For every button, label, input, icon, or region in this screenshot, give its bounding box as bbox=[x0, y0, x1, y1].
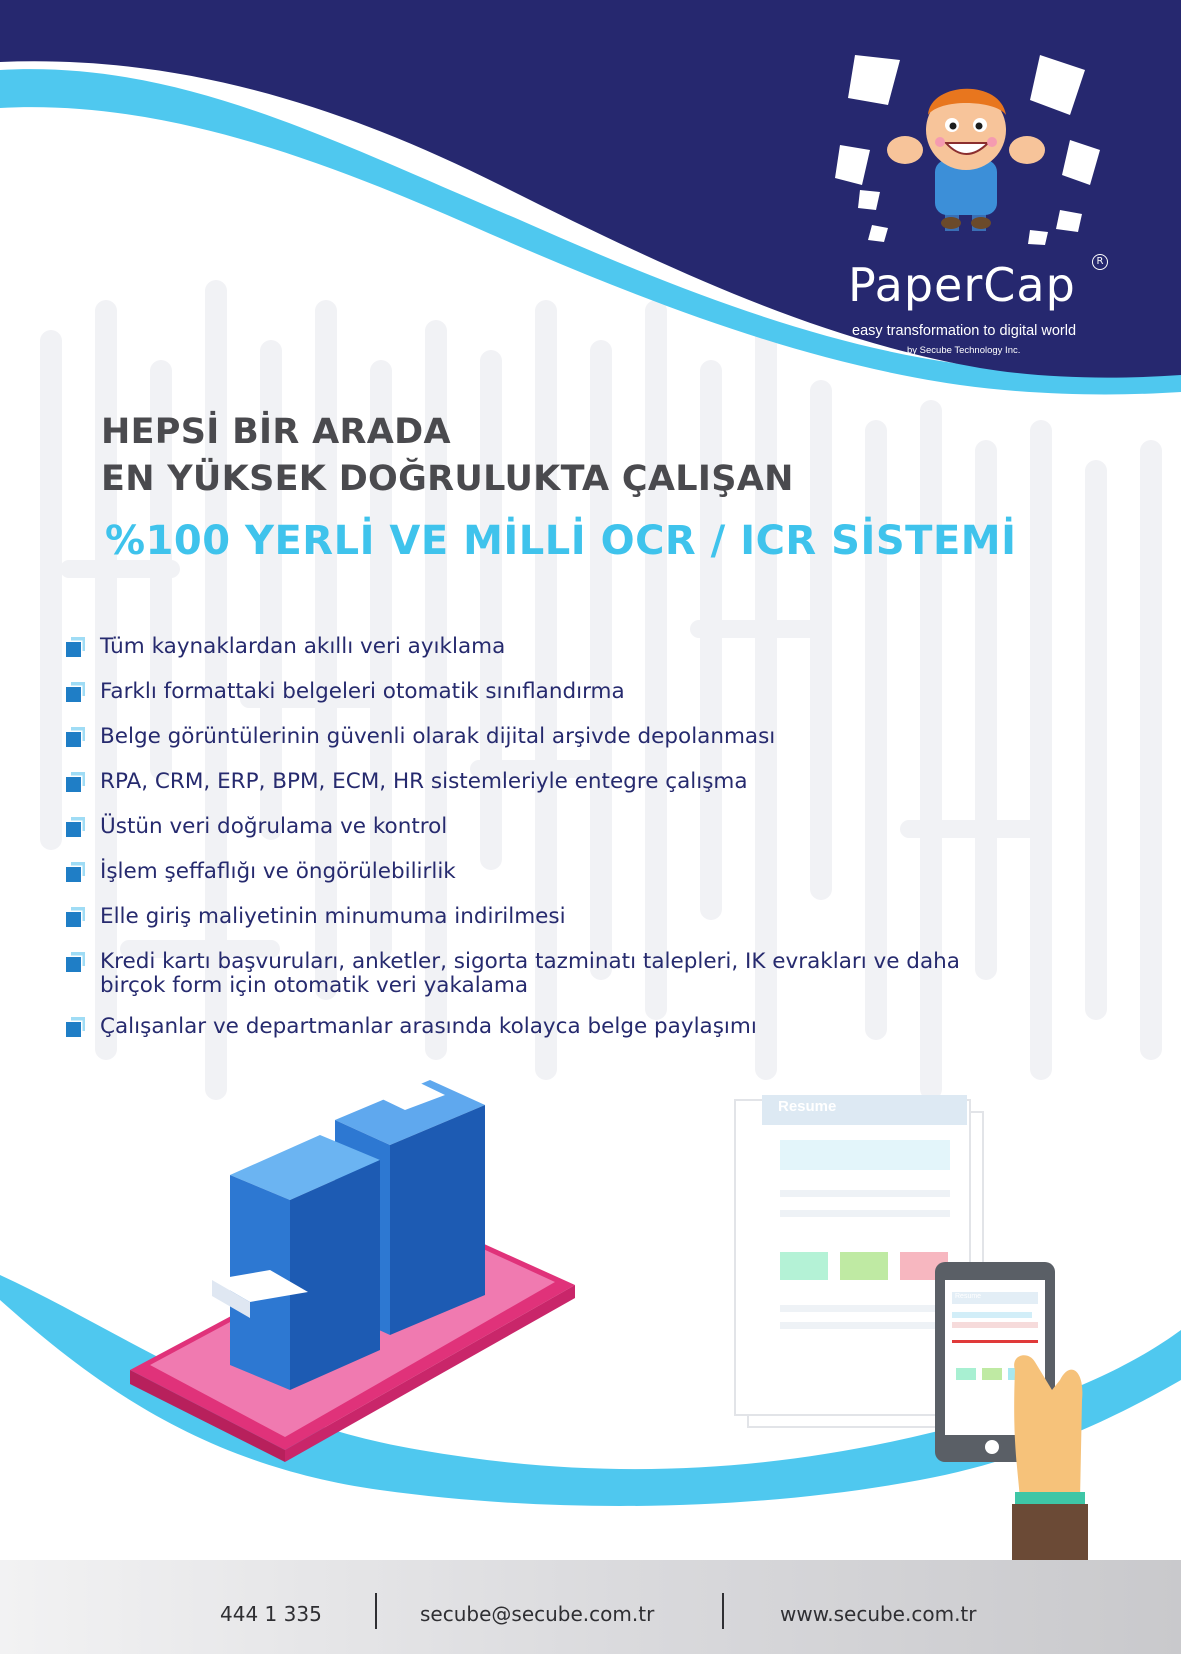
square-bullet-icon bbox=[66, 1017, 87, 1038]
server-illustration bbox=[130, 1080, 575, 1462]
footer-phone[interactable]: 444 1 335 bbox=[220, 1602, 322, 1626]
logo-tagline: easy transformation to digital world bbox=[852, 323, 1077, 339]
feature-text: Farklı formattaki belgeleri otomatik sınıflandırma bbox=[100, 679, 625, 704]
square-bullet-icon bbox=[66, 682, 87, 703]
feature-text: Tüm kaynaklardan akıllı veri ayıklama bbox=[100, 634, 506, 659]
feature-text: Elle giriş maliyetinin minumuma indirilmesi bbox=[100, 904, 566, 929]
logo-wordmark: PaperCap bbox=[848, 258, 1076, 312]
feature-text-continued: birçok form için otomatik veri yakalama bbox=[100, 973, 528, 998]
footer-separator bbox=[375, 1593, 377, 1629]
logo-byline: by Secube Technology Inc. bbox=[907, 345, 1021, 356]
headline-line-3: %100 YERLİ VE MİLLİ OCR / ICR SİSTEMİ bbox=[105, 518, 1017, 564]
headline-line-1: HEPSİ BİR ARADA bbox=[101, 412, 451, 452]
feature-text: İşlem şeffaflığı ve öngörülebilirlik bbox=[100, 859, 456, 884]
square-bullet-icon bbox=[66, 952, 87, 973]
footer-bar bbox=[0, 1560, 1181, 1654]
phone-resume-title: Resume bbox=[955, 1293, 982, 1300]
footer-website[interactable]: www.secube.com.tr bbox=[780, 1602, 977, 1626]
headline-line-2: EN YÜKSEK DOĞRULUKTA ÇALIŞAN bbox=[101, 459, 794, 499]
feature-text: Belge görüntülerinin güvenli olarak dijital arşivde depolanması bbox=[100, 724, 776, 749]
square-bullet-icon bbox=[66, 772, 87, 793]
square-bullet-icon bbox=[66, 862, 87, 883]
square-bullet-icon bbox=[66, 817, 87, 838]
feature-text: Üstün veri doğrulama ve kontrol bbox=[100, 814, 448, 839]
top-wave bbox=[0, 0, 1181, 378]
feature-text: Çalışanlar ve departmanlar arasında kolayca belge paylaşımı bbox=[100, 1014, 757, 1039]
feature-text: Kredi kartı başvuruları, anketler, sigorta tazminatı talepleri, IK evrakları ve daha bbox=[100, 949, 960, 974]
footer-separator bbox=[722, 1593, 724, 1629]
square-bullet-icon bbox=[66, 727, 87, 748]
feature-text: RPA, CRM, ERP, BPM, ECM, HR sistemleriyle entegre çalışma bbox=[100, 769, 748, 794]
footer-email[interactable]: secube@secube.com.tr bbox=[420, 1602, 655, 1626]
resume-title: Resume bbox=[778, 1098, 837, 1115]
square-bullet-icon bbox=[66, 907, 87, 928]
registered-mark: R bbox=[1092, 254, 1108, 270]
square-bullet-icon bbox=[66, 637, 87, 658]
